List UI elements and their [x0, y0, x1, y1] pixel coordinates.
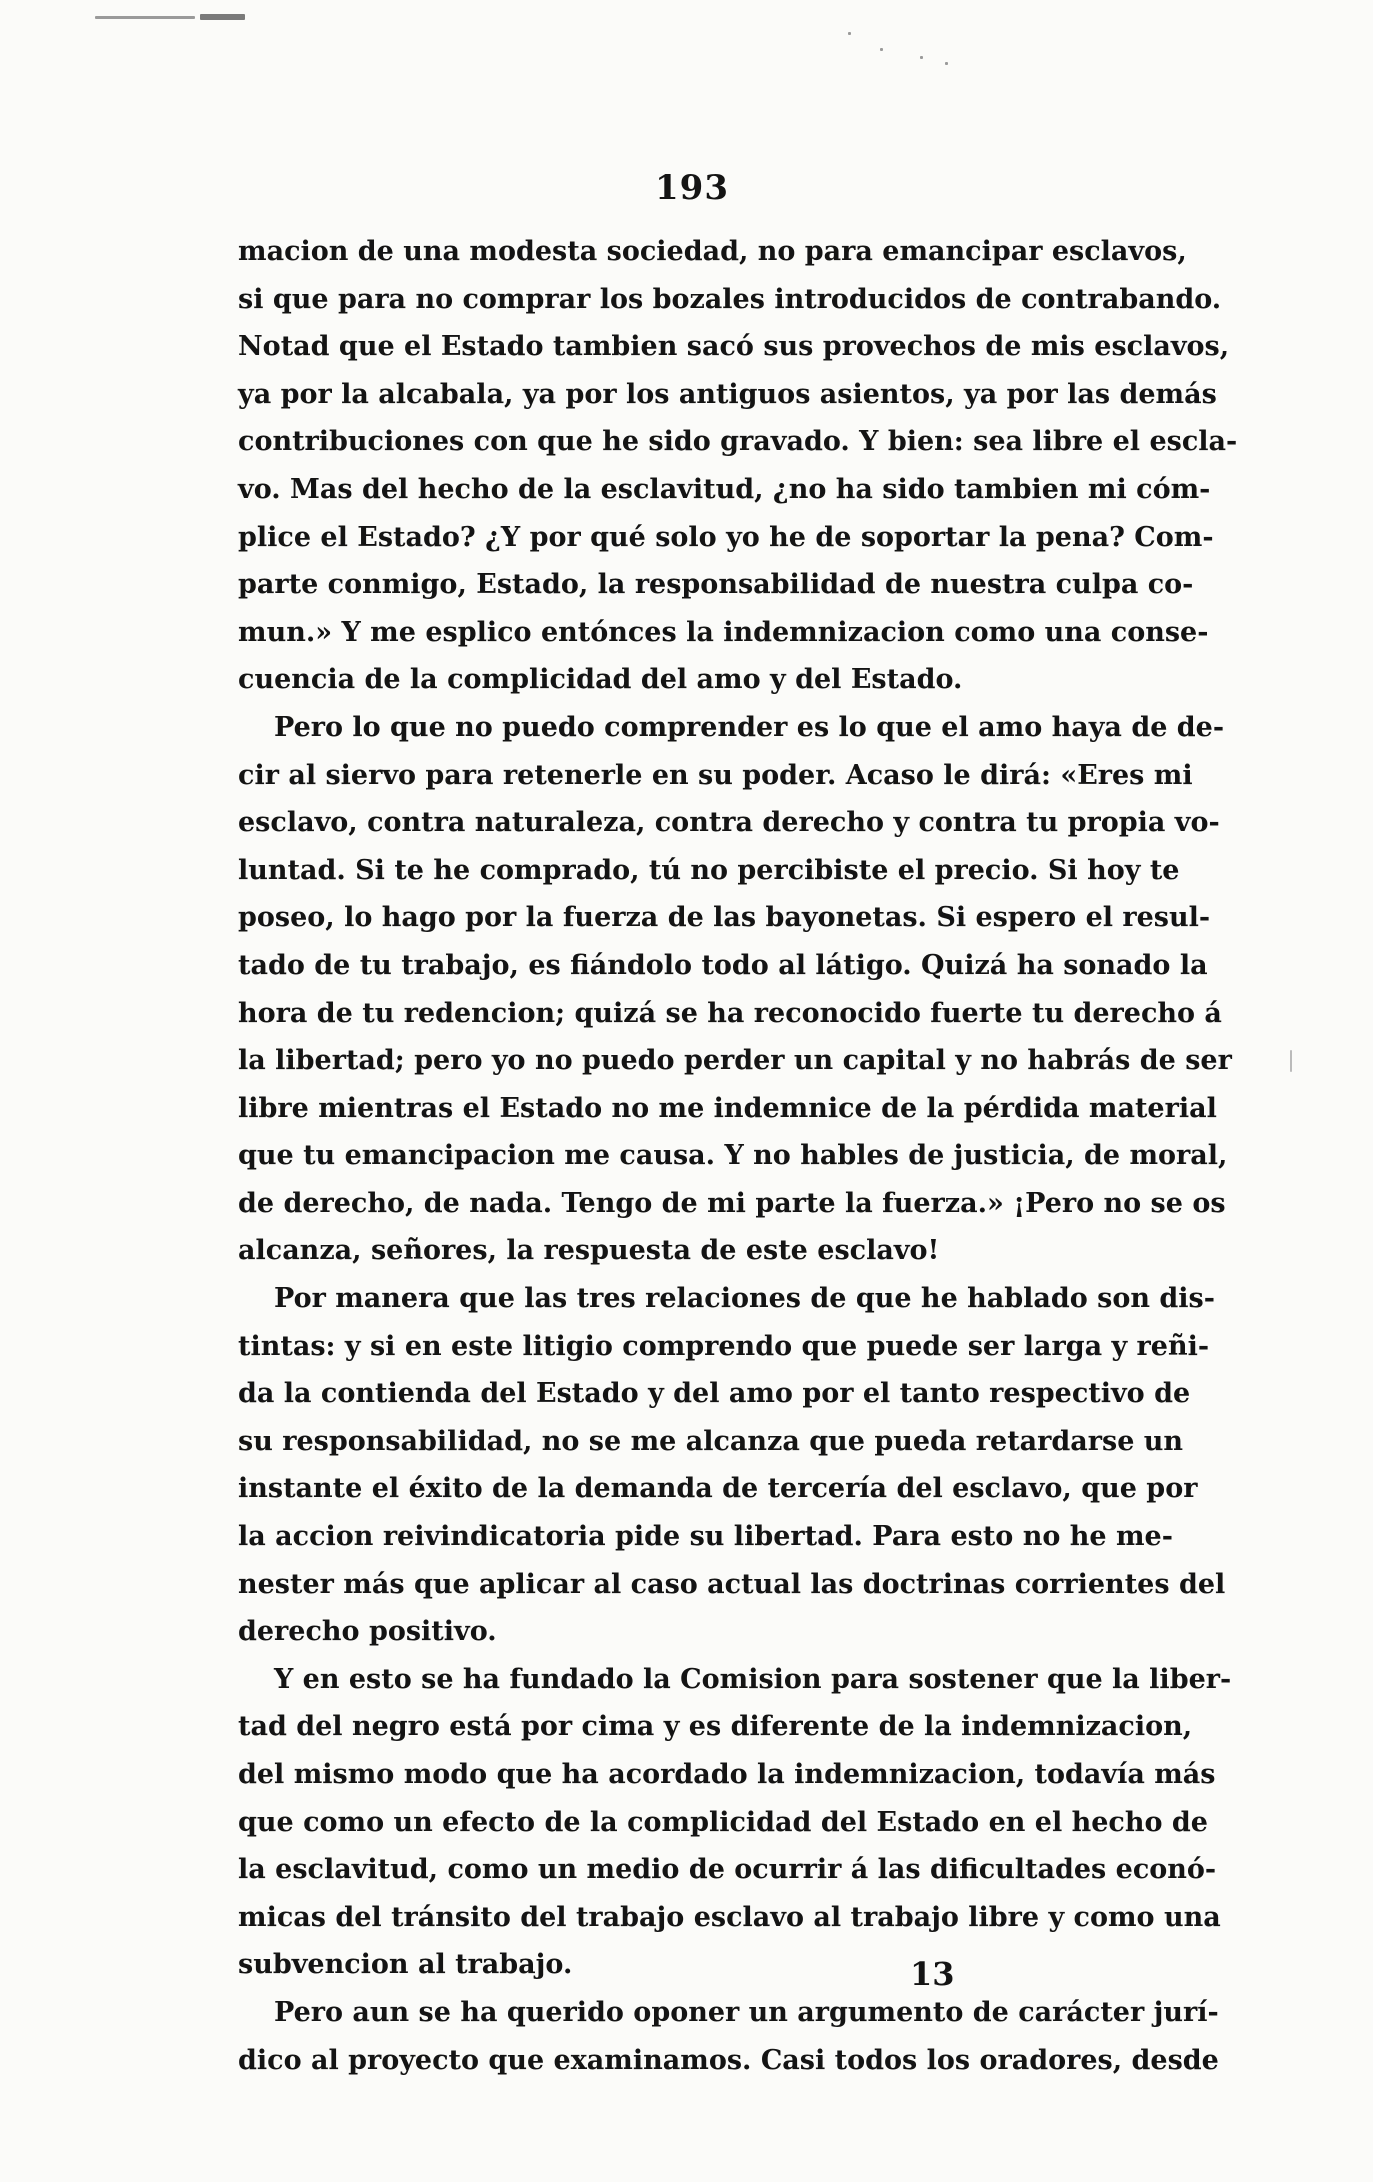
scan-mark — [95, 16, 195, 19]
scan-mark — [200, 14, 245, 20]
text-line: micas del tránsito del trabajo esclavo al trabajo libre y como una — [238, 1901, 1221, 1933]
scan-mark — [880, 48, 883, 51]
text-line: instante el éxito de la demanda de tercería del esclavo, que por — [238, 1473, 1198, 1505]
text-line: la esclavitud, como un medio de ocurrir á las dificultades econó- — [238, 1854, 1217, 1886]
text-line: si que para no comprar los bozales introducidos de contrabando. — [238, 283, 1222, 315]
text-line: cir al siervo para retenerle en su poder. Acaso le dirá: «Eres mi — [238, 759, 1193, 791]
text-line: su responsabilidad, no se me alcanza que pueda retardarse un — [238, 1425, 1184, 1457]
text-line: que tu emancipacion me causa. Y no hables de justicia, de moral, — [238, 1140, 1228, 1172]
text-line: del mismo modo que ha acordado la indemnizacion, todavía más — [238, 1759, 1216, 1790]
body-text — [238, 228, 1238, 2084]
scan-mark — [945, 62, 948, 65]
page-number: 193 — [655, 168, 729, 208]
text-line: la libertad; pero yo no puedo perder un capital y no habrás de ser — [238, 1045, 1232, 1077]
text-line: nester más que aplicar al caso actual las doctrinas corrientes del — [238, 1568, 1226, 1600]
text-line: plice el Estado? ¿Y por qué solo yo he de soportar la pena? Com- — [238, 521, 1214, 553]
text-line: que como un efecto de la complicidad del Estado en el hecho de — [238, 1806, 1208, 1838]
paragraph-start: Pero lo que no puedo comprender es lo que el amo haya de de- — [274, 711, 1225, 743]
scan-mark — [920, 56, 923, 59]
text-line: vo. Mas del hecho de la esclavitud, ¿no ha sido tambien mi cóm- — [238, 473, 1211, 505]
text-line: ya por la alcabala, ya por los antiguos asientos, ya por las demás — [238, 378, 1217, 410]
text-line: macion de una modesta sociedad, no para emancipar esclavos, — [238, 236, 1187, 267]
text-line: esclavo, contra naturaleza, contra derecho y contra tu propia vo- — [238, 807, 1220, 839]
text-line: luntad. Si te he comprado, tú no percibiste el precio. Si hoy te — [238, 854, 1180, 886]
text-line: contribuciones con que he sido gravado. Y bien: sea libre el escla- — [238, 426, 1238, 458]
text-line: tad del negro está por cima y es diferente de la indemnizacion, — [238, 1711, 1193, 1743]
paragraph-start: Y en esto se ha fundado la Comision para sostener que la liber- — [274, 1663, 1232, 1695]
text-line: hora de tu redencion; quizá se ha reconocido fuerte tu derecho á — [238, 997, 1222, 1029]
text-line: Notad que el Estado tambien sacó sus provechos de mis esclavos, — [238, 331, 1230, 363]
text-line: tado de tu trabajo, es fiándolo todo al látigo. Quizá ha sonado la — [238, 949, 1208, 981]
paragraph-start: Pero aun se ha querido oponer un argumento de carácter jurí- — [274, 1996, 1219, 2028]
text-line: derecho positivo. — [238, 1616, 497, 1648]
text-line: cuencia de la complicidad del amo y del Estado. — [238, 664, 963, 696]
text-line: dico al proyecto que examinamos. Casi todos los oradores, desde — [238, 2044, 1219, 2076]
scan-mark — [1290, 1050, 1292, 1072]
text-line: mun.» Y me esplico entónces la indemnizacion como una conse- — [238, 616, 1209, 648]
text-line: alcanza, señores, la respuesta de este esclavo! — [238, 1235, 940, 1267]
text-line: parte conmigo, Estado, la responsabilidad de nuestra culpa co- — [238, 569, 1194, 601]
text-line: poseo, lo hago por la fuerza de las bayonetas. Si espero el resul- — [238, 902, 1211, 934]
text-line: de derecho, de nada. Tengo de mi parte la fuerza.» ¡Pero no se os — [238, 1187, 1226, 1219]
text-line: la accion reivindicatoria pide su libertad. Para esto no he me- — [238, 1521, 1173, 1553]
signature-mark: 13 — [910, 1955, 955, 1993]
text-line: tintas: y si en este litigio comprendo que puede ser larga y reñi- — [238, 1330, 1210, 1362]
scan-mark — [848, 32, 851, 35]
text-line: libre mientras el Estado no me indemnice de la pérdida material — [238, 1092, 1217, 1124]
text-line: subvencion al trabajo. — [238, 1949, 573, 1981]
text-line: da la contienda del Estado y del amo por el tanto respectivo de — [238, 1378, 1191, 1410]
paragraph-start: Por manera que las tres relaciones de que he hablado son dis- — [274, 1283, 1215, 1315]
